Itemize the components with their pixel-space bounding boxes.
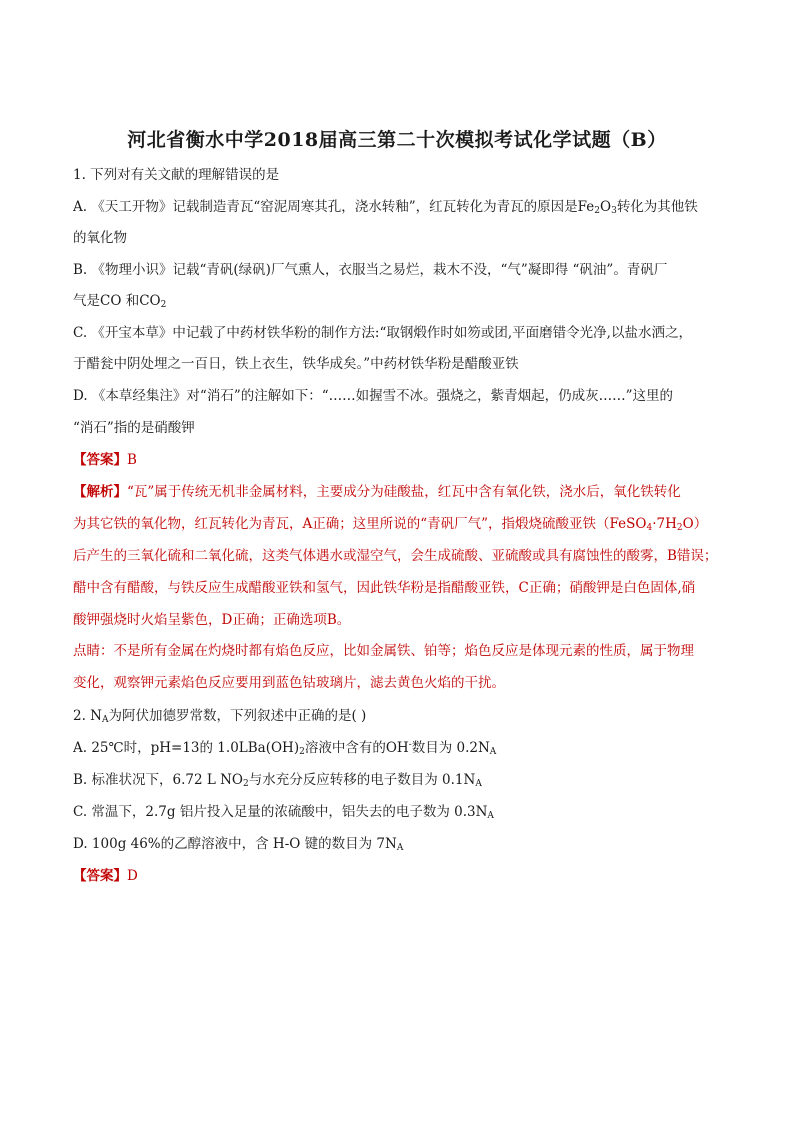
option-d-line-2: “消石”指的是硝酸钾	[73, 420, 195, 436]
question-1-stem: 1. 下列对有关文献的理解错误的是	[73, 167, 280, 183]
tip-line-1: 点睛：不是所有金属在灼烧时都有焰色反应，比如金属铁、铂等；焰色反应是体现元素的性质，属于物理	[73, 643, 694, 659]
analysis-line-1: 【解析】“瓦”属于传统无机非金属材料，主要成分为硅酸盐，红瓦中含有氧化铁，浇水后，氧化铁转化	[73, 484, 681, 500]
option-c-line-1: C. 《开宝本草》中记载了中药材铁华粉的制作方法:“取钢煅作时如笏或团,平面磨错令光净,以盐水洒之，	[73, 325, 692, 341]
analysis-line-5: 酸钾强烧时火焰呈紫色，D正确；正确选项B。	[73, 612, 351, 628]
analysis-line-2: 为其它铁的氧化物，红瓦转化为青瓦，A正确；这里所说的“青矾厂气”，指煅烧硫酸亚铁$(FeSO_4\cdot 7H_2O)$	[73, 516, 708, 533]
option-d-line-1: D. 《本草经集注》对“消石”的注解如下：“……如握雪不冰。强烧之，紫青烟起，仍成灰……”这里的	[73, 388, 674, 404]
option-a-line-1: A. 《天工开物》记载制造青瓦“窑泥周寒其孔，浇水转釉”，红瓦转化为青瓦的原因是$Fe_2O_3$转化为其他铁	[73, 199, 698, 216]
page-title: 河北省衡水中学2018届高三第二十次模拟考试化学试题（B）	[127, 129, 667, 151]
tip-line-2: 变化，观察钾元素焰色反应要用到蓝色钴玻璃片，滤去黄色火焰的干扰。	[73, 675, 505, 691]
option-c-line-2: 于醋瓮中阴处埋之一百日，铁上衣生，铁华成矣。”中药材铁华粉是醋酸亚铁	[73, 356, 519, 372]
answer-1: 【答案】B	[73, 452, 137, 468]
analysis-line-4: 醋中含有醋酸，与铁反应生成醋酸亚铁和氢气，因此铁华粉是指醋酸亚铁，C正确；硝酸钾是白色固体,硝	[73, 580, 696, 596]
option-b-line-2: 气是CO 和$CO_2$	[73, 293, 167, 310]
option-b-line-1: B. 《物理小识》记载“青矾(绿矾)厂气熏人，衣服当之易烂，栽木不没，“气”凝即得 “矾油”。青矾厂	[73, 262, 668, 278]
q2-option-a: A. 25℃时，pH=13的 $1.0LBa(OH)_2$溶液中含有的OH-数目为 $0.2N_A$	[73, 740, 497, 757]
q2-option-c: C. 常温下，2.7g 铝片投入足量的浓硫酸中，铝失去的电子数为 $0.3N_A$	[73, 804, 494, 821]
question-2-stem: 2. $N_A$为阿伏加德罗常数，下列叙述中正确的是( )	[73, 708, 367, 725]
option-a-line-2: 的氧化物	[73, 230, 127, 246]
analysis-line-3: 后产生的三氧化硫和二氧化硫，这类气体遇水或湿空气，会生成硫酸、亚硫酸或具有腐蚀性的酸雾，B错误；	[73, 548, 718, 564]
q2-option-b: B. 标准状况下，6.72 L $NO_2$与水充分反应转移的电子数目为 $0.1N_A$	[73, 772, 482, 789]
answer-2: 【答案】D	[73, 868, 138, 884]
q2-option-d: D. 100g 46%的乙醇溶液中，含 H-O 键的数目为 $7N_A$	[73, 836, 404, 853]
